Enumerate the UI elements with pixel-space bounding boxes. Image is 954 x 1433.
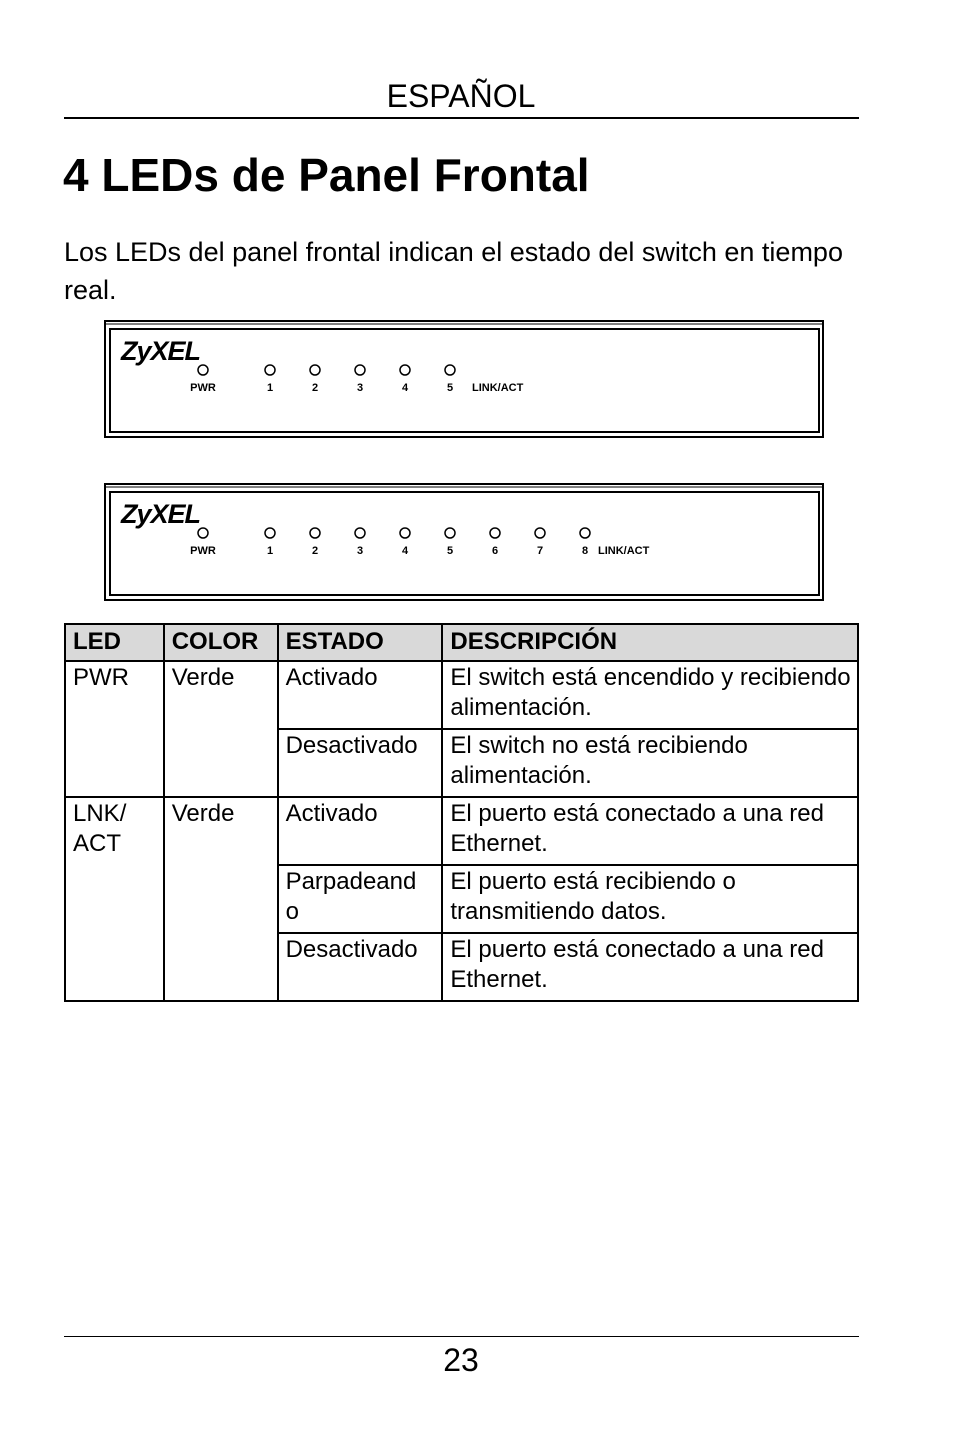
intro-paragraph: Los LEDs del panel frontal indican el estado del switch en tiempo real. (64, 237, 843, 305)
port-led-label: 8 (581, 545, 589, 557)
front-panel-8-port (104, 483, 824, 601)
led-state-cell: Desactivado (278, 933, 443, 1001)
led-color-cell: Verde (164, 797, 278, 1001)
led-description-cell: El puerto está recibiendo o transmitiendo datos. (442, 865, 858, 933)
led-description-cell: El puerto está conectado a una red Ethernet. (442, 797, 858, 865)
led-state-cell: Desactivado (278, 729, 443, 797)
led-color-cell: Verde (164, 661, 278, 797)
link-act-label: LINK/ACT (598, 545, 650, 557)
column-header-state: ESTADO (278, 624, 443, 661)
led-description-cell: El switch está encendido y recibiendo alimentación. (442, 661, 858, 729)
page-number: 23 (443, 1342, 479, 1378)
header-divider (64, 117, 859, 119)
led-state-cell: Activado (278, 797, 443, 865)
column-header-color: COLOR (164, 624, 278, 661)
port-led-label: 2 (311, 382, 319, 394)
page-title: 4 LEDs de Panel Frontal (63, 149, 590, 201)
port-led-label: 2 (311, 545, 319, 557)
port-led-label: 4 (401, 382, 409, 394)
led-state-cell: Activado (278, 661, 443, 729)
port-led-label: 3 (356, 545, 364, 557)
port-led-label: 3 (356, 382, 364, 394)
front-panel-8-port-drawing (104, 483, 824, 601)
led-description-cell: El switch no está recibiendo alimentación. (442, 729, 858, 797)
front-panel-5-port-drawing (104, 320, 824, 438)
table-header-row (65, 624, 858, 661)
led-name-cell: LNK/ ACT (65, 797, 164, 1001)
page-header-language: ESPAÑOL (386, 78, 536, 114)
footer-divider (64, 1336, 859, 1337)
front-panel-5-port (104, 320, 824, 438)
port-led-label: 6 (491, 545, 499, 557)
table-row (65, 661, 858, 729)
port-led-label: 1 (266, 545, 274, 557)
column-header-led: LED (65, 624, 164, 661)
port-led-label: 7 (536, 545, 544, 557)
column-header-description: DESCRIPCIÓN (442, 624, 858, 661)
port-led-label: 4 (401, 545, 409, 557)
link-act-label: LINK/ACT (472, 382, 524, 394)
port-led-label: 5 (446, 382, 454, 394)
zyxel-logo: ZyXEL (121, 336, 201, 366)
zyxel-logo: ZyXEL (121, 499, 201, 529)
power-led-label: PWR (190, 545, 216, 557)
port-led-label: 1 (266, 382, 274, 394)
power-led-label: PWR (190, 382, 216, 394)
led-status-table (64, 623, 859, 1002)
port-led-label: 5 (446, 545, 454, 557)
led-state-cell: Parpadeand o (278, 865, 443, 933)
table-row (65, 797, 858, 865)
led-name-cell: PWR (65, 661, 164, 797)
led-description-cell: El puerto está conectado a una red Ethernet. (442, 933, 858, 1001)
